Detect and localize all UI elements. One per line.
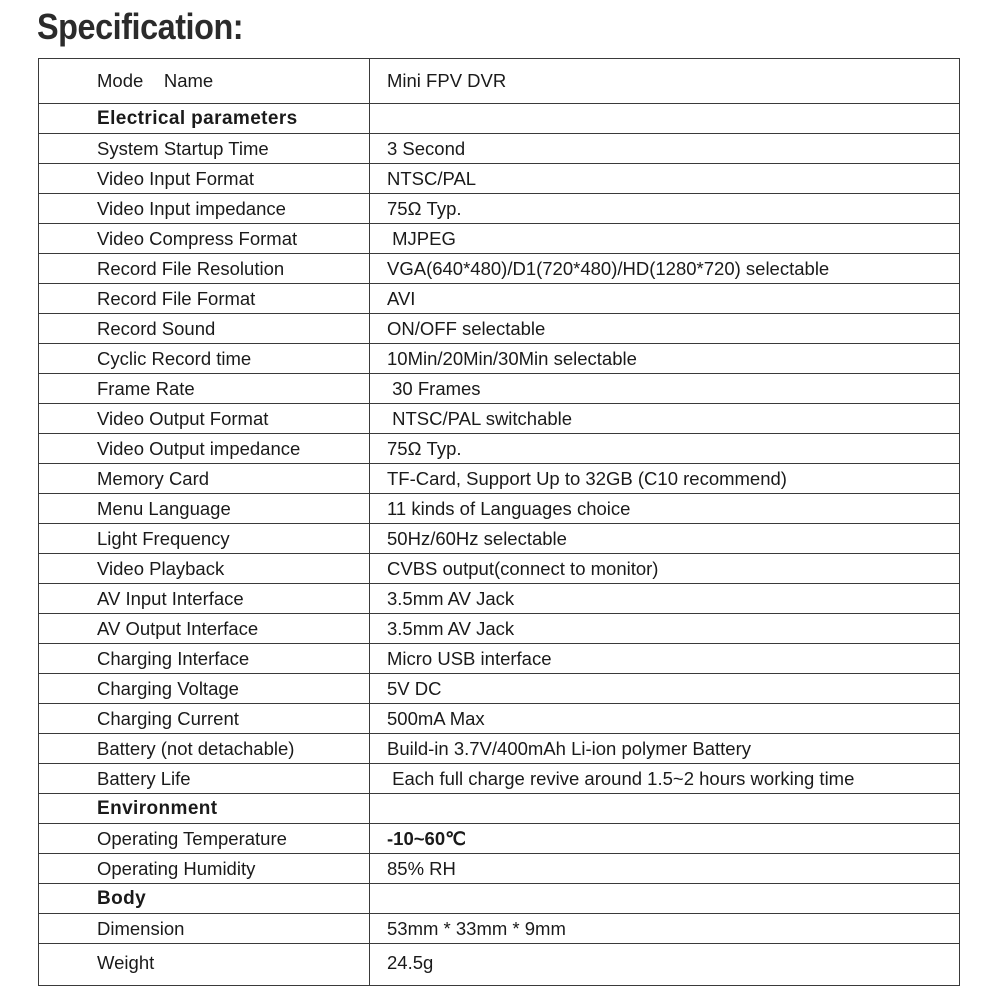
spec-value: 50Hz/60Hz selectable xyxy=(387,527,567,549)
section-header-row xyxy=(39,794,959,824)
spec-row xyxy=(39,614,959,644)
spec-name: Weight xyxy=(97,951,155,973)
spec-row xyxy=(39,314,959,344)
spec-name: Charging Interface xyxy=(97,647,250,669)
spec-value: Each full charge revive around 1.5~2 hours working time xyxy=(387,767,855,789)
spec-value: 85% RH xyxy=(387,857,456,879)
spec-value: Build-in 3.7V/400mAh Li-ion polymer Battery xyxy=(387,737,752,759)
spec-name: Dimension xyxy=(97,917,185,939)
spec-name: Record File Format xyxy=(97,287,256,309)
spec-value: MJPEG xyxy=(387,227,456,249)
spec-name: Video Compress Format xyxy=(97,227,298,249)
spec-name: Video Input impedance xyxy=(97,197,286,219)
spec-name: AV Output Interface xyxy=(97,617,259,639)
spec-name: Charging Voltage xyxy=(97,677,239,699)
spec-name: Light Frequency xyxy=(97,527,230,549)
spec-name: Battery Life xyxy=(97,767,191,789)
spec-name: Menu Language xyxy=(97,497,231,519)
spec-row xyxy=(39,704,959,734)
spec-value: 30 Frames xyxy=(387,377,481,399)
spec-value: ON/OFF selectable xyxy=(387,317,546,339)
spec-name: Memory Card xyxy=(97,467,210,489)
spec-row xyxy=(39,134,959,164)
spec-row xyxy=(39,434,959,464)
spec-row xyxy=(39,494,959,524)
spec-row xyxy=(39,554,959,584)
spec-value: Micro USB interface xyxy=(387,647,552,669)
spec-name: Cyclic Record time xyxy=(97,347,252,369)
spec-row xyxy=(39,224,959,254)
spec-name: Mode Name xyxy=(97,70,214,91)
spec-row xyxy=(39,854,959,884)
spec-name: Operating Humidity xyxy=(97,857,256,879)
spec-value: NTSC/PAL switchable xyxy=(387,407,573,429)
spec-row xyxy=(39,944,959,981)
spec-value: 10Min/20Min/30Min selectable xyxy=(387,347,637,369)
section-title: Body xyxy=(97,887,147,909)
spec-row xyxy=(39,284,959,314)
spec-name: System Startup Time xyxy=(97,137,269,159)
spec-value: 3.5mm AV Jack xyxy=(387,617,515,639)
spec-name: Record File Resolution xyxy=(97,257,285,279)
specification-table xyxy=(38,58,960,986)
spec-value: 5V DC xyxy=(387,677,442,699)
spec-value: Mini FPV DVR xyxy=(387,70,507,91)
spec-name: Video Input Format xyxy=(97,167,254,189)
spec-row xyxy=(39,674,959,704)
spec-row xyxy=(39,59,959,104)
spec-row xyxy=(39,764,959,794)
spec-name: Frame Rate xyxy=(97,377,195,399)
section-header-row xyxy=(39,884,959,914)
spec-value: 24.5g xyxy=(387,951,434,973)
section-title: Environment xyxy=(97,797,218,819)
spec-row xyxy=(39,734,959,764)
spec-row xyxy=(39,404,959,434)
spec-row xyxy=(39,344,959,374)
spec-row xyxy=(39,584,959,614)
spec-row xyxy=(39,254,959,284)
spec-value: 3.5mm AV Jack xyxy=(387,587,515,609)
spec-name: Operating Temperature xyxy=(97,827,287,849)
spec-value: 11 kinds of Languages choice xyxy=(387,497,631,519)
spec-value: 500mA Max xyxy=(387,707,485,729)
spec-row xyxy=(39,194,959,224)
spec-value: 75Ω Typ. xyxy=(387,197,462,219)
spec-row xyxy=(39,914,959,944)
spec-row xyxy=(39,464,959,494)
section-title: Electrical parameters xyxy=(97,107,298,129)
spec-name: AV Input Interface xyxy=(97,587,244,609)
spec-value: CVBS output(connect to monitor) xyxy=(387,557,659,579)
spec-row xyxy=(39,374,959,404)
spec-value: AVI xyxy=(387,287,416,309)
spec-name: Video Output Format xyxy=(97,407,269,429)
spec-value: NTSC/PAL xyxy=(387,167,477,189)
spec-name: Charging Current xyxy=(97,707,239,729)
spec-name: Video Output impedance xyxy=(97,437,301,459)
section-header-row xyxy=(39,104,959,134)
spec-name: Record Sound xyxy=(97,317,216,339)
spec-row xyxy=(39,164,959,194)
spec-row xyxy=(39,824,959,854)
spec-value: 3 Second xyxy=(387,137,466,159)
spec-value: TF-Card, Support Up to 32GB (C10 recommend) xyxy=(387,467,787,489)
spec-name: Video Playback xyxy=(97,557,225,579)
spec-name: Battery (not detachable) xyxy=(97,737,295,759)
spec-row xyxy=(39,524,959,554)
spec-value: 75Ω Typ. xyxy=(387,437,462,459)
spec-value: -10~60℃ xyxy=(387,827,466,849)
spec-value: 53mm * 33mm * 9mm xyxy=(387,917,566,939)
spec-row xyxy=(39,644,959,674)
page-title: Specification: xyxy=(37,6,244,47)
spec-value: VGA(640*480)/D1(720*480)/HD(1280*720) selectable xyxy=(387,257,830,279)
